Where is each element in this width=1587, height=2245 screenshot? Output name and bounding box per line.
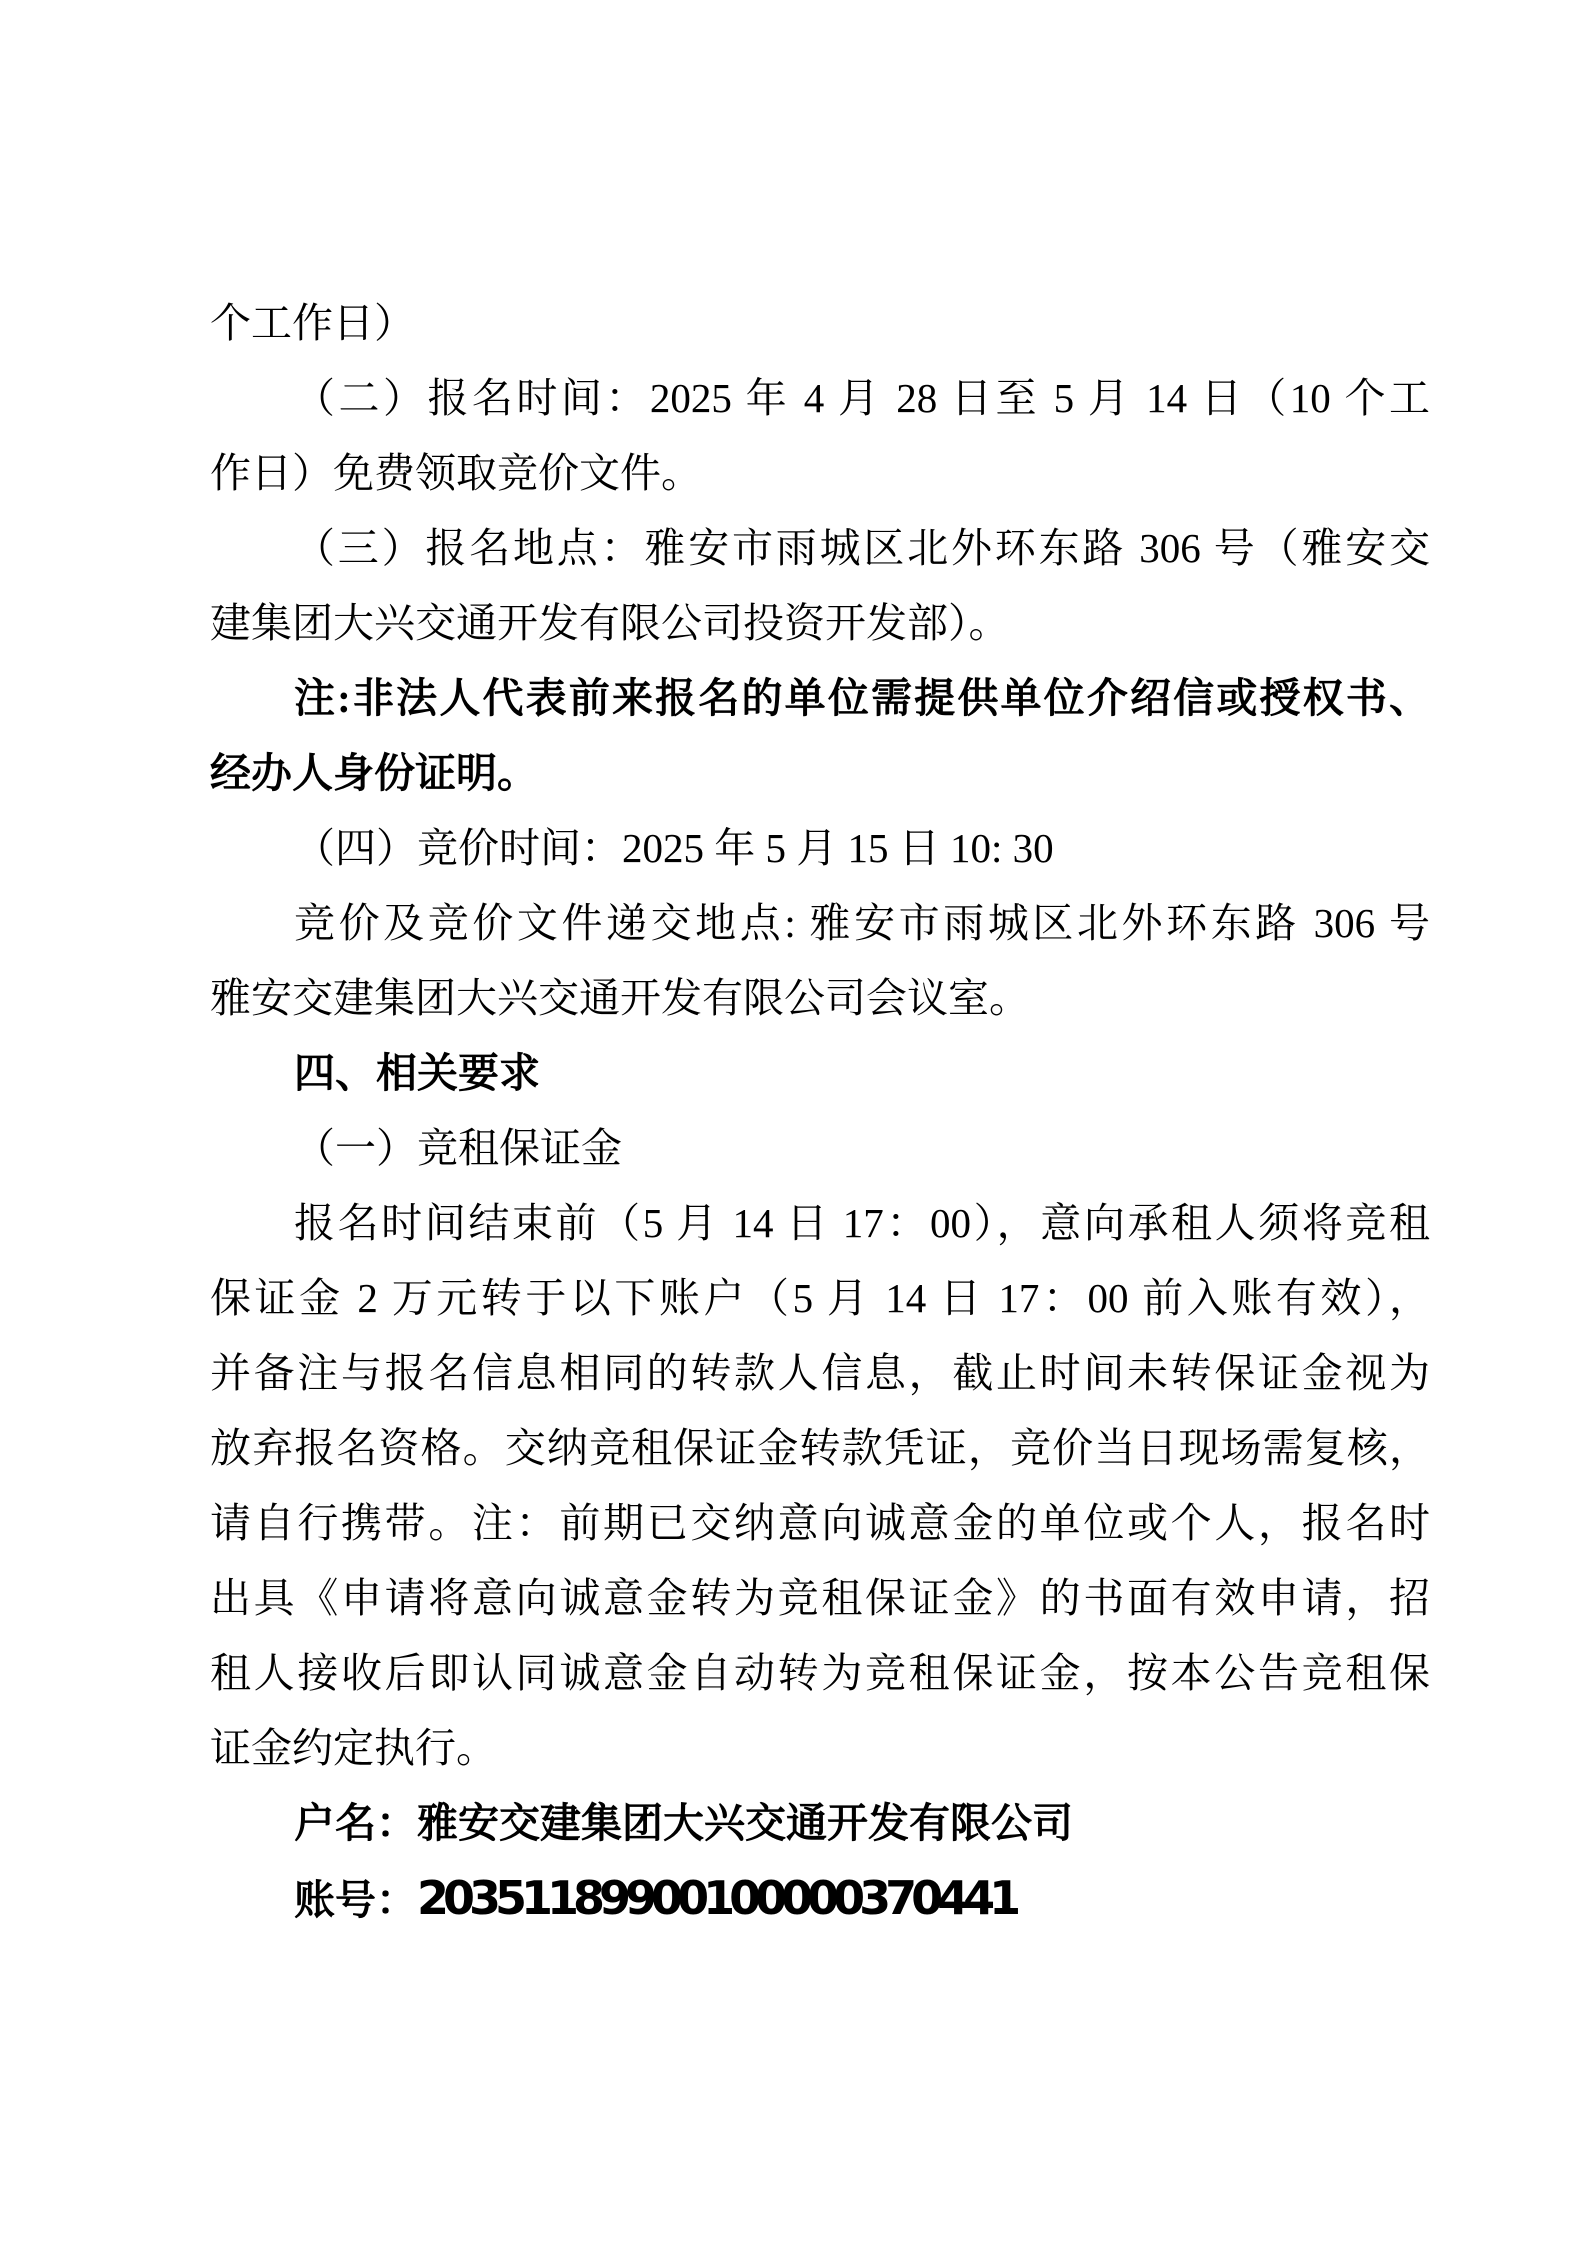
line-registration-place-1: （三）报名地点：雅安市雨城区北外环东路 306 号（雅安交 [294,525,1430,571]
account-number-label: 账号： [294,1877,417,1923]
line-account-number [210,1861,1430,1936]
line-deposit-para-1: 报名时间结束前（5 月 14 日 17：00），意向承租人须将竞租 [294,1200,1430,1246]
line-registration-place-2: 建集团大兴交通开发有限公司投资开发部）。 [210,600,1010,646]
line-deposit-para-6: 出具《申请将意向诚意金转为竞租保证金》的书面有效申请，招 [210,1575,1430,1621]
line-deposit-para-4: 放弃报名资格。交纳竞租保证金转款凭证，竞价当日现场需复核， [210,1425,1430,1471]
line-bidding-time: （四）竞价时间：2025 年 5 月 15 日 10: 30 [294,825,1054,871]
line-workdays-tail: 个工作日） [210,300,415,346]
line-deposit-para-3: 并备注与报名信息相同的转款人信息，截止时间未转保证金视为 [210,1350,1430,1396]
line-note-agent-2: 经办人身份证明。 [210,750,538,796]
line-deposit-subheading: （一）竞租保证金 [294,1125,622,1171]
line-deposit-para-2: 保证金 2 万元转于以下账户（5 月 14 日 17：00 前入账有效）， [210,1275,1430,1321]
account-number-value: 20351189900100000370441 [417,1871,1016,1925]
line-deposit-para-8: 证金约定执行。 [210,1725,497,1771]
line-bidding-place-2: 雅安交建集团大兴交通开发有限公司会议室。 [210,975,1030,1021]
line-deposit-para-5: 请自行携带。注：前期已交纳意向诚意金的单位或个人，报名时 [210,1500,1430,1546]
line-account-name: 户名：雅安交建集团大兴交通开发有限公司 [294,1800,1073,1846]
line-note-agent-1: 注:非法人代表前来报名的单位需提供单位介绍信或授权书、 [294,675,1430,721]
heading-related-requirements: 四、相关要求 [294,1050,540,1096]
document-content [210,286,1430,1936]
line-registration-time-1: （二）报名时间：2025 年 4 月 28 日至 5 月 14 日（10 个工 [294,375,1430,421]
line-registration-time-2: 作日）免费领取竞价文件。 [210,450,702,496]
line-deposit-para-7: 租人接收后即认同诚意金自动转为竞租保证金，按本公告竞租保 [210,1650,1430,1696]
line-bidding-place-1: 竞价及竞价文件递交地点: 雅安市雨城区北外环东路 306 号 [294,900,1430,946]
